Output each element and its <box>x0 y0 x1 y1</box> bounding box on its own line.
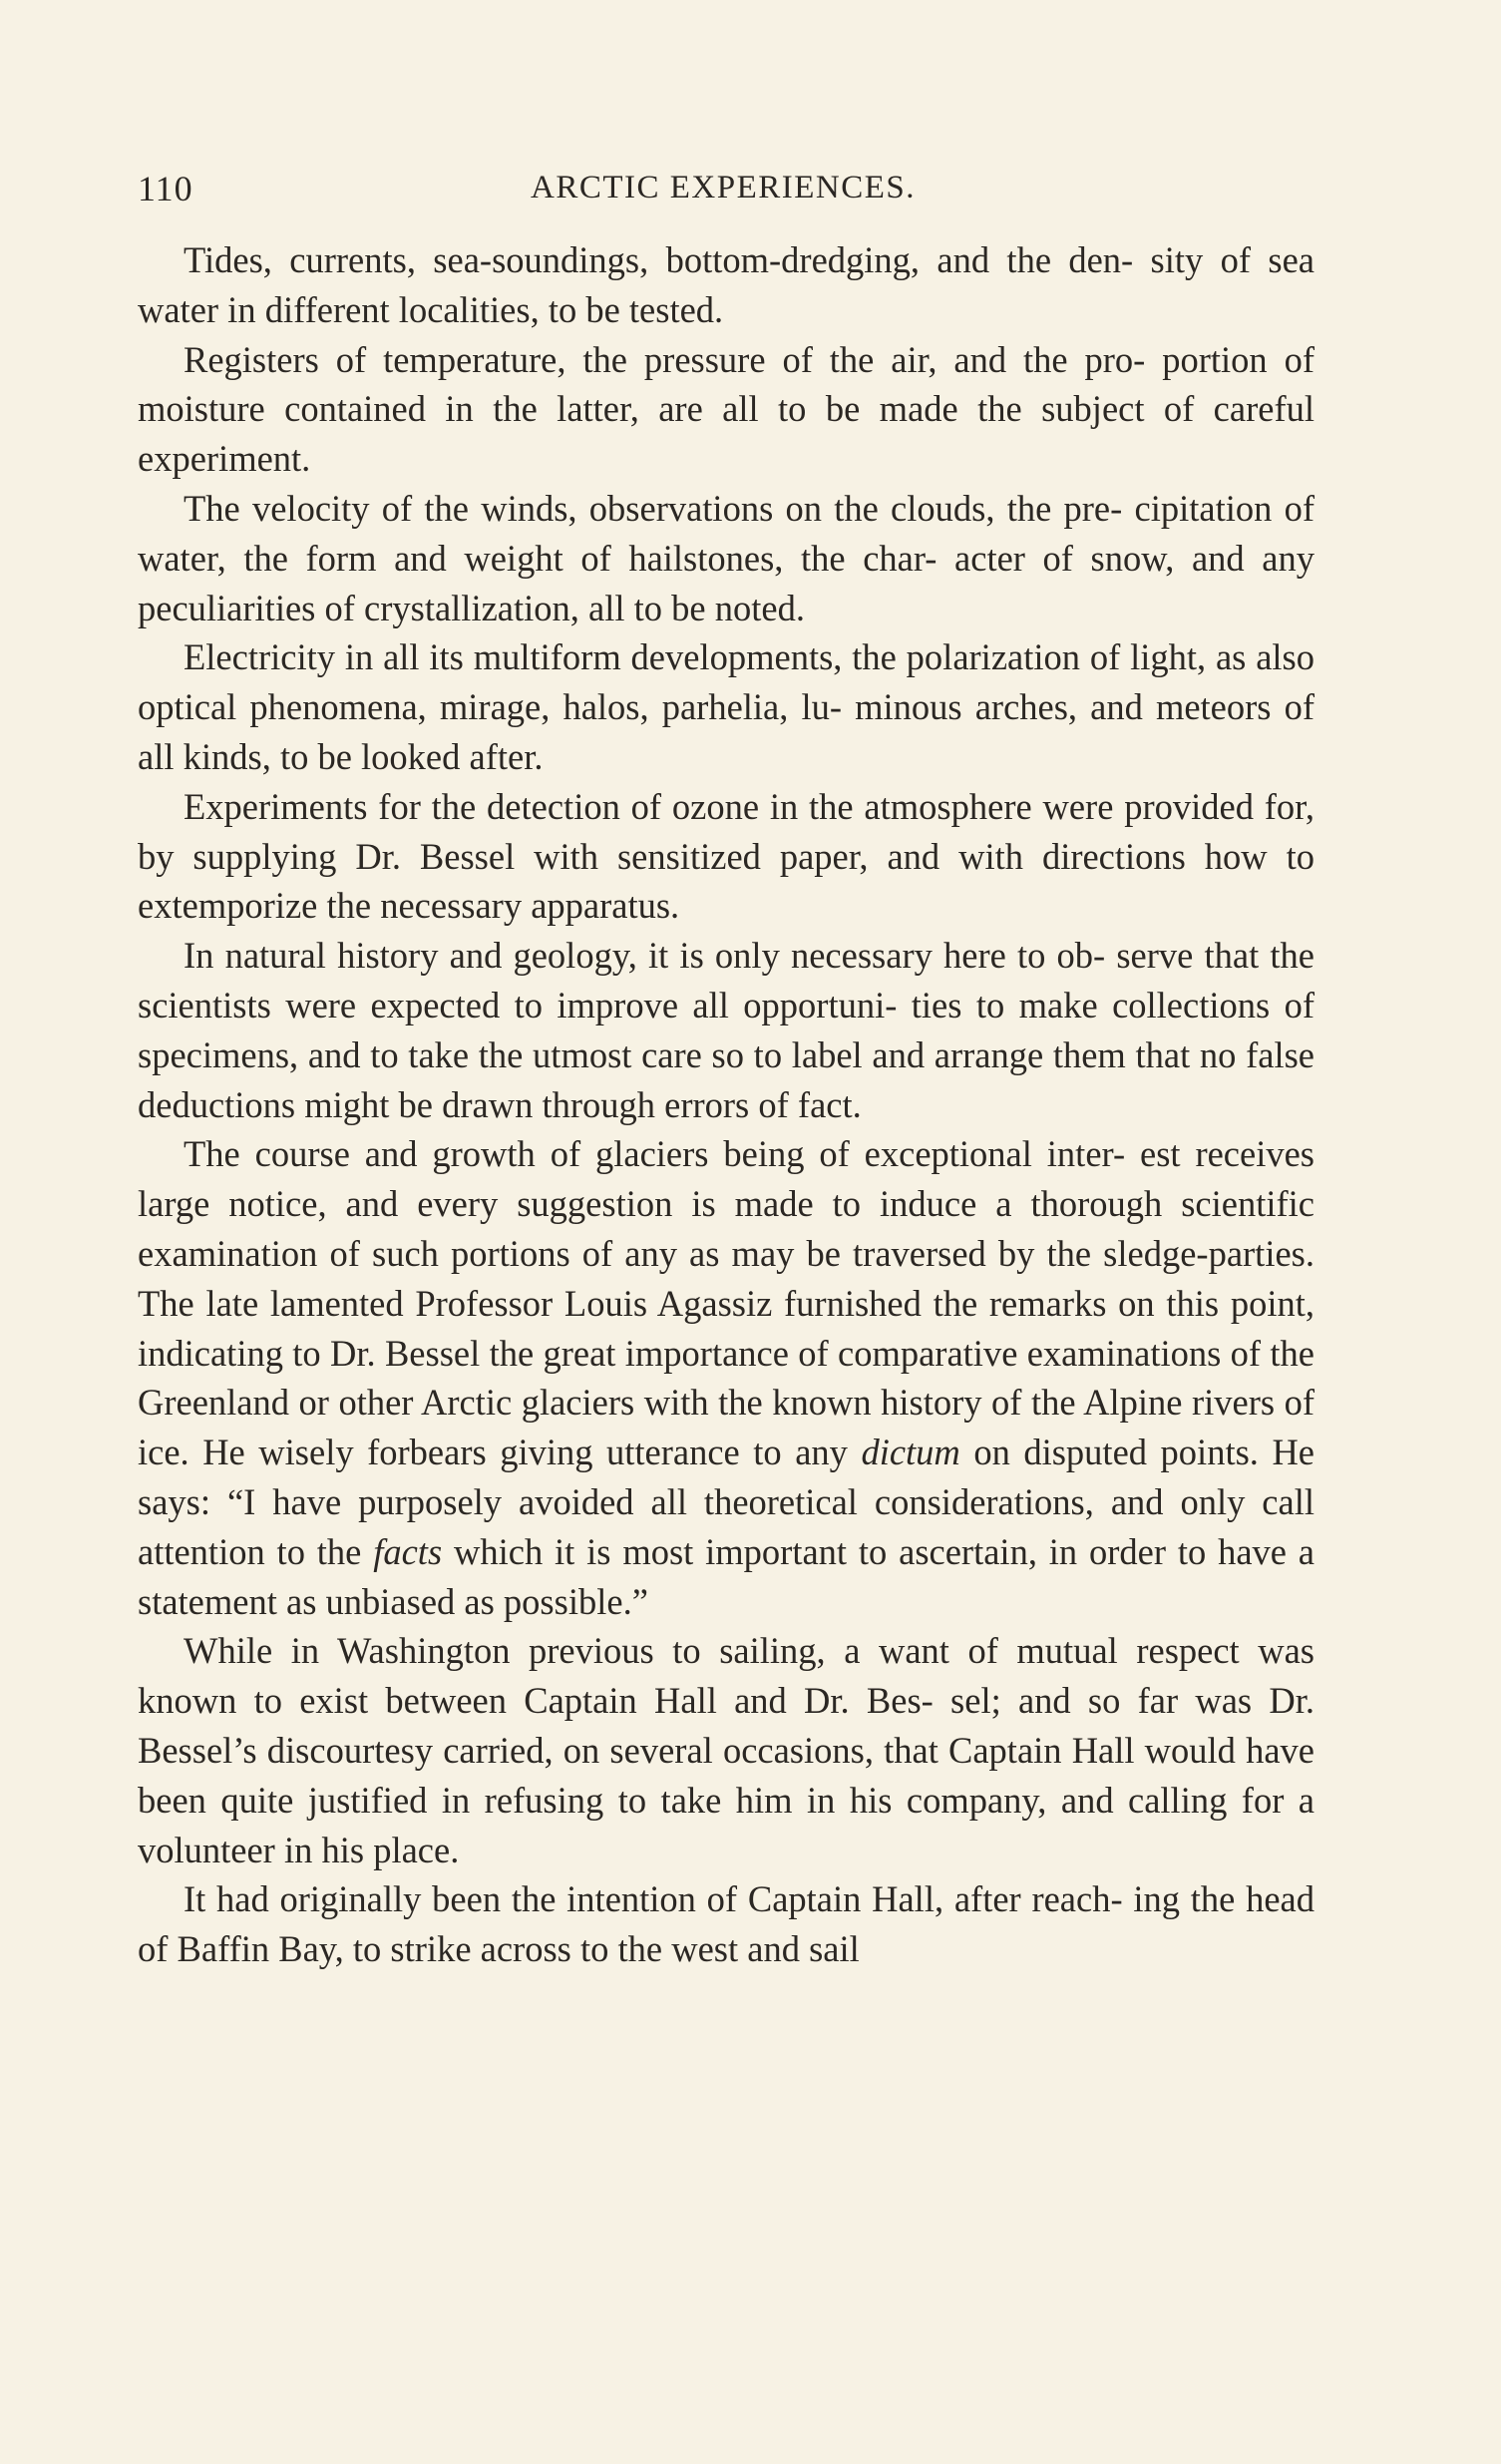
paragraph-registers: Registers of temperature, the pressure of the air, and the pro- portion of moisture contained in the latter, are all to be made the subject of careful experiment. <box>138 338 1314 480</box>
glaciers-text-3: which it is most important to ascertain, in order to have a statement as unbiased as possible.” <box>138 1530 1315 1622</box>
paragraph-washington: While in Washington previous to sailing, a want of mutual respect was known to exist between Captain Hall and Dr. Bes- sel; and so far was Dr. Bessel’s discourtesy carried, on several occasions, that Captain Hall would have been quite justified in refusing to take him in his company, and calling for a volunteer in his place. <box>138 1630 1314 1870</box>
running-head <box>138 168 1314 215</box>
page-number: 110 <box>138 169 193 208</box>
body-text <box>138 235 1314 1974</box>
paragraph-tides: Tides, currents, sea-soundings, bottom-dredging, and the den- sity of sea water in different localities, to be tested. <box>138 239 1314 330</box>
paragraph-electricity: Electricity in all its multiform developments, the polarization of light, as also optical phenomena, mirage, halos, parhelia, lu- minous arches, and meteors of all kinds, to be looked after. <box>138 636 1314 777</box>
paragraph-winds: The velocity of the winds, observations on the clouds, the pre- cipitation of water, the form and weight of hailstones, the char- acter of snow, and any peculiarities of crystallization, all to be noted. <box>138 487 1314 628</box>
glaciers-text-2: on disputed points. He says: “I have purposely avoided all theoretical considerations, and only call attention to the <box>138 1432 1315 1572</box>
italic-facts: facts <box>373 1530 443 1572</box>
italic-dictum: dictum <box>861 1432 960 1473</box>
glaciers-text-1: The course and growth of glaciers being of exceptional inter- est receives large notice, and every suggestion is made to induce a thorough scientific examination of such portions of any as may be traversed by the sledge-parties. The late lamented Professor Louis Agassiz furnished the remarks on this point, indicating to Dr. Bessel the great importance of comparative examinations of the Greenland or other Arctic glaciers with the known history of the Alpine rivers of ice. He wisely forbears giving utterance to any <box>138 1133 1314 1473</box>
paragraph-glaciers <box>138 1129 1314 1626</box>
running-title: ARCTIC EXPERIENCES. <box>531 170 917 205</box>
paragraph-natural-history: In natural history and geology, it is only necessary here to ob- serve that the scientists were expected to improve all opportuni- ties to make collections of specimens, and to take the utmost care so to label and arrange them that no false deductions might be drawn through errors of fact. <box>138 935 1314 1125</box>
paragraph-ozone: Experiments for the detection of ozone in the atmosphere were provided for, by supplying Dr. Bessel with sensitized paper, and with directions how to extemporize the necessary apparatus. <box>138 785 1314 927</box>
paragraph-original-intention: It had originally been the intention of Captain Hall, after reach- ing the head of Baffin Bay, to strike across to the west and sail <box>138 1878 1314 1970</box>
